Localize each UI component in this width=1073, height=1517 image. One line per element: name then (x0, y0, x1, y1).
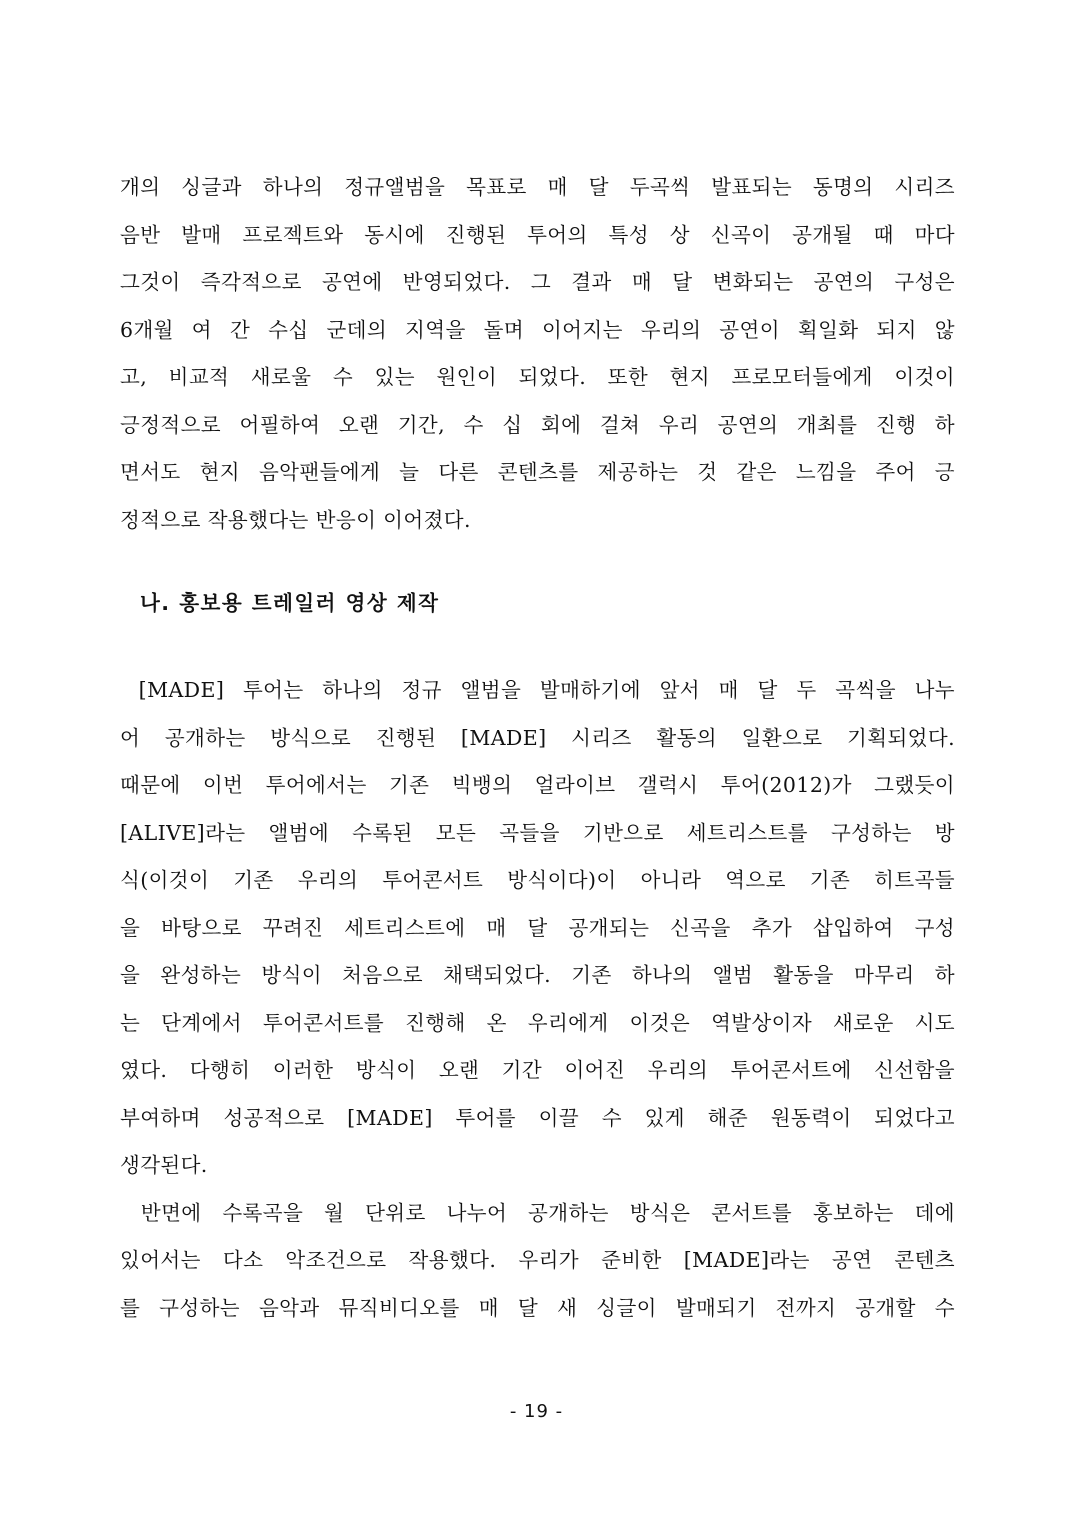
text-line: 어 공개하는 방식으로 진행된 [MADE] 시리즈 활동의 일환으로 기획되었다. (120, 725, 955, 750)
text-line: 6개월 여 간 수십 군데의 지역을 돌며 이어지는 우리의 공연이 획일화 되지 않 (120, 317, 955, 342)
text-line: [ALIVE]라는 앨범에 수록된 모든 곡들을 기반으로 세트리스트를 구성하는 방 (120, 820, 955, 845)
text-line: 긍정적으로 어필하여 오랜 기간, 수 십 회에 걸쳐 우리 공연의 개최를 진행 하 (120, 412, 955, 437)
paragraph-body (120, 667, 955, 1332)
section-heading: 나. 홍보용 트레일러 영상 제작 (140, 591, 440, 615)
text-line: 를 구성하는 음악과 뮤직비디오를 매 달 새 싱글이 발매되기 전까지 공개할 수 (120, 1295, 955, 1320)
text-line: 개의 싱글과 하나의 정규앨범을 목표로 매 달 두곡씩 발표되는 동명의 시리즈 (120, 175, 955, 199)
text-line: 을 완성하는 방식이 처음으로 채택되었다. 기존 하나의 앨범 활동을 마무리 하 (120, 963, 955, 987)
text-line: 을 바탕으로 꾸려진 세트리스트에 매 달 공개되는 신곡을 추가 삽입하여 구성 (120, 915, 955, 940)
text-line: 면서도 현지 음악팬들에게 늘 다른 콘텐츠를 제공하는 것 같은 느낌을 주어 긍 (120, 460, 955, 484)
text-line: 그것이 즉각적으로 공연에 반영되었다. 그 결과 매 달 변화되는 공연의 구성은 (120, 270, 955, 294)
text-line: [MADE] 투어는 하나의 정규 앨범을 발매하기에 앞서 매 달 두 곡씩을 나누 (120, 678, 955, 702)
paragraph-continued (120, 164, 955, 544)
text-line: 반면에 수록곡을 월 단위로 나누어 공개하는 방식은 콘서트를 홍보하는 데에 (120, 1200, 955, 1225)
text-line: 생각된다. (120, 1153, 208, 1177)
text-line: 부여하며 성공적으로 [MADE] 투어를 이끌 수 있게 해준 원동력이 되었다고 (120, 1105, 955, 1130)
text-line: 고, 비교적 새로울 수 있는 원인이 되었다. 또한 현지 프로모터들에게 이것이 (120, 365, 955, 389)
text-line: 때문에 이번 투어에서는 기존 빅뱅의 얼라이브 갤럭시 투어(2012)가 그랬듯이 (120, 773, 955, 797)
text-line: 였다. 다행히 이러한 방식이 오랜 기간 이어진 우리의 투어콘서트에 신선함을 (120, 1058, 955, 1082)
page-number: - 19 - (509, 1401, 564, 1422)
text-line: 정적으로 작용했다는 반응이 이어졌다. (120, 507, 471, 532)
text-line: 식(이것이 기존 우리의 투어콘서트 방식이다)이 아니라 역으로 기존 히트곡들 (120, 868, 955, 892)
text-line: 는 단계에서 투어콘서트를 진행해 온 우리에게 이것은 역발상이자 새로운 시도 (120, 1010, 955, 1035)
text-line: 있어서는 다소 악조건으로 작용했다. 우리가 준비한 [MADE]라는 공연 콘텐츠 (120, 1248, 955, 1272)
text-line: 음반 발매 프로젝트와 동시에 진행된 투어의 특성 상 신곡이 공개될 때 마다 (120, 222, 955, 247)
